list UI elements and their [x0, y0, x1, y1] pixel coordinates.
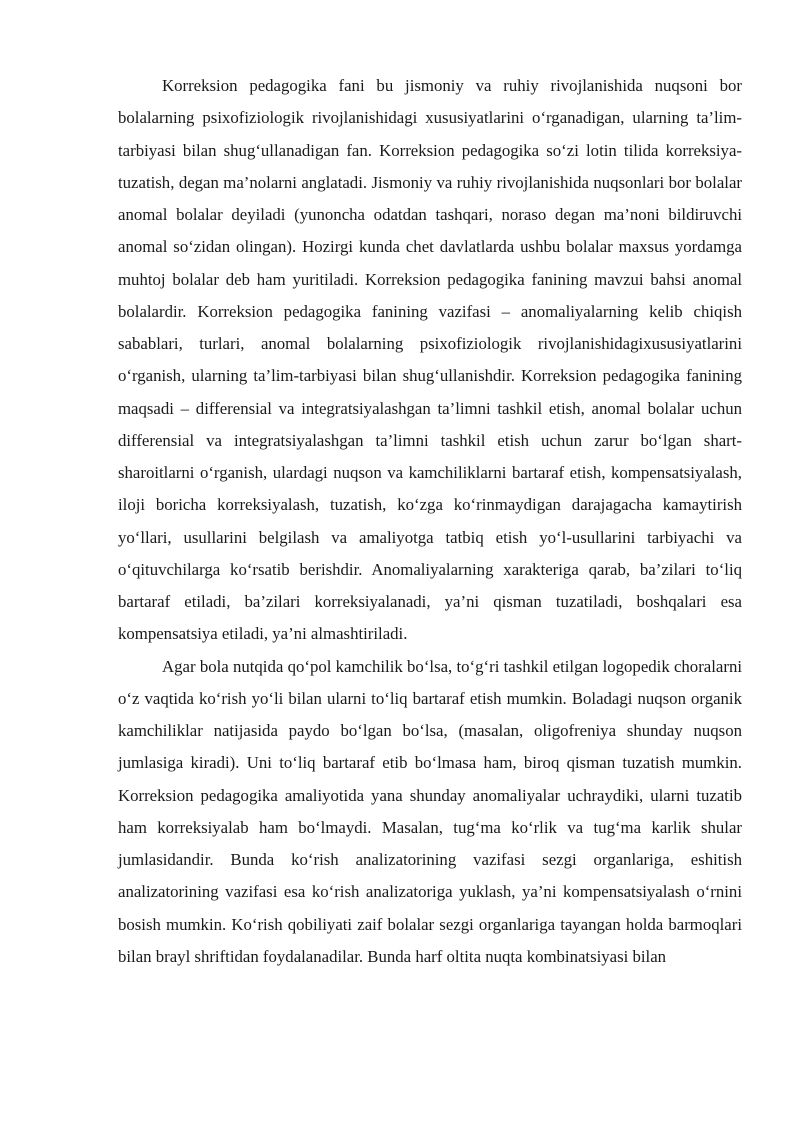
- paragraph-1: Korreksion pedagogika fani bu jismoniy va ruhiy rivojlanishida nuqsoni bor bolalarning psixofiziologik rivojlanishidagi xususiyatlarini o‘rganadigan, ularning ta’lim-tarbiyasi bilan shug‘ullanadigan fan. Korreksion pedagogika so‘zi lotin tilida korreksiya-tuzatish, degan ma’nolarni anglatadi. Jismoniy va ruhiy rivojlanishida nuqsonlari bor bolalar anomal bolalar deyiladi (yunoncha odatdan tashqari, noraso degan ma’noni bildiruvchi anomal so‘zidan olingan). Hozirgi kunda chet davlatlarda ushbu bolalar maxsus yordamga muhtoj bolalar deb ham yuritiladi. Korreksion pedagogika fanining mavzui bahsi anomal bolalardir. Korreksion pedagogika fanining vazifasi – anomaliyalarning kelib chiqish sabablari, turlari, anomal bolalarning psixofiziologik rivojlanishidagixususiyatlarini o‘rganish, ularning ta’lim-tarbiyasi bilan shug‘ullanishdir. Korreksion pedagogika fanining maqsadi – differensial va integratsiyalashgan ta’limni tashkil etish, anomal bolalar uchun differensial va integratsiyalashgan ta’limni tashkil etish uchun zarur bo‘lgan shart-sharoitlarni o‘rganish, ulardagi nuqson va kamchiliklarni bartaraf etish, kompensatsiyalash, iloji boricha korreksiyalash, tuzatish, ko‘zga ko‘rinmaydigan darajagacha kamaytirish yo‘llari, usullarini belgilash va amaliyotga tatbiq etish yo‘l-usullarini tarbiyachi va o‘qituvchilarga ko‘rsatib berishdir. Anomaliyalarning xarakteriga qarab, ba’zilari to‘liq bartaraf etiladi, ba’zilari korreksiyalanadi, ya’ni qisman tuzatiladi, boshqalari esa kompensatsiya etiladi, ya’ni almashtiriladi.: [118, 76, 742, 644]
- body-text: [118, 70, 742, 973]
- paragraph-2: Agar bola nutqida qo‘pol kamchilik bo‘lsa, to‘g‘ri tashkil etilgan logopedik choralarni o‘z vaqtida ko‘rish yo‘li bilan ularni to‘liq bartaraf etish mumkin. Boladagi nuqson organik kamchiliklar natijasida paydo bo‘lgan bo‘lsa, (masalan, oligofreniya shunday nuqson jumlasiga kiradi). Uni to‘liq bartaraf etib bo‘lmasa ham, biroq qisman tuzatish mumkin. Korreksion pedagogika amaliyotida yana shunday anomaliyalar uchraydiki, ularni tuzatib ham korreksiyalab ham bo‘lmaydi. Masalan, tug‘ma ko‘rlik va tug‘ma karlik shular jumlasidandir. Bunda ko‘rish analizatorining vazifasi sezgi organlariga, eshitish analizatorining vazifasi esa ko‘rish analizatoriga yuklash, ya’ni kompensatsiyalash o‘rnini bosish mumkin. Ko‘rish qobiliyati zaif bolalar sezgi organlariga tayangan holda barmoqlari bilan brayl shriftidan foydalanadilar. Bunda harf oltita nuqta kombinatsiyasi bilan: [118, 656, 742, 966]
